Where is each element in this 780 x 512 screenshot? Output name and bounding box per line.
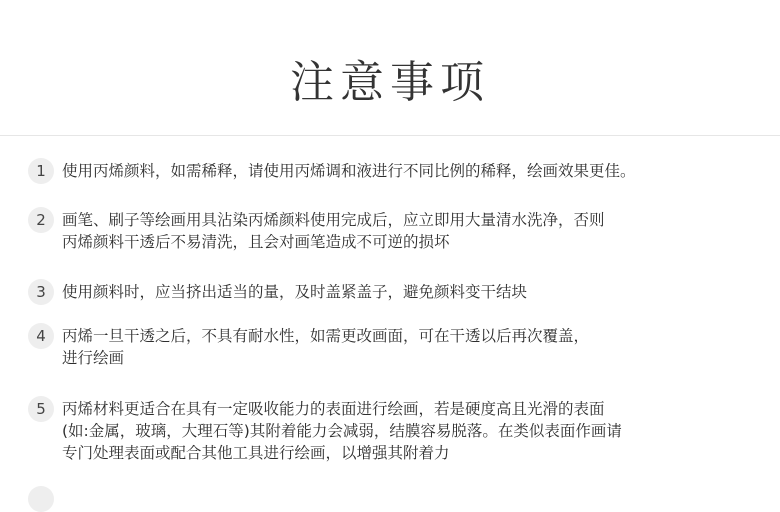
item-number-badge: 1 [28,158,54,184]
item-text-line: 专门处理表面或配合其他工具进行绘画，以增强其附着力 [62,444,450,462]
item-number-badge [28,486,54,512]
title-divider [0,135,780,136]
item-number-badge: 3 [28,279,54,305]
item-text [62,325,762,369]
item-text [62,398,762,464]
item-text [62,160,762,182]
item-text-line: 丙烯材料更适合在具有一定吸收能力的表面进行绘画，若是硬度高且光滑的表面 [62,400,605,418]
item-text-line: 画笔、刷子等绘画用具沾染丙烯颜料使用完成后，应立即用大量清水洗净，否则 [62,211,605,229]
item-text-line: 使用丙烯颜料，如需稀释，请使用丙烯调和液进行不同比例的稀释，绘画效果更佳。 [62,162,636,180]
item-number-badge: 2 [28,207,54,233]
item-text-line: 丙烯颜料干透后不易清洗，且会对画笔造成不可逆的损坏 [62,233,450,251]
item-text-line: (如:金属，玻璃，大理石等)其附着能力会减弱，结膜容易脱落。在类似表面作画请 [62,422,622,440]
item-text-line: 丙烯一旦干透之后，不具有耐水性，如需更改画面，可在干透以后再次覆盖， [62,327,590,345]
item-text [62,209,762,253]
item-number-badge: 4 [28,323,54,349]
item-text-line: 使用颜料时，应当挤出适当的量，及时盖紧盖子，避免颜料变干结块 [62,283,528,301]
item-text [62,281,762,303]
item-text-line: 进行绘画 [62,349,125,367]
item-number-badge: 5 [28,396,54,422]
page-title: 注意事项 [290,57,490,108]
